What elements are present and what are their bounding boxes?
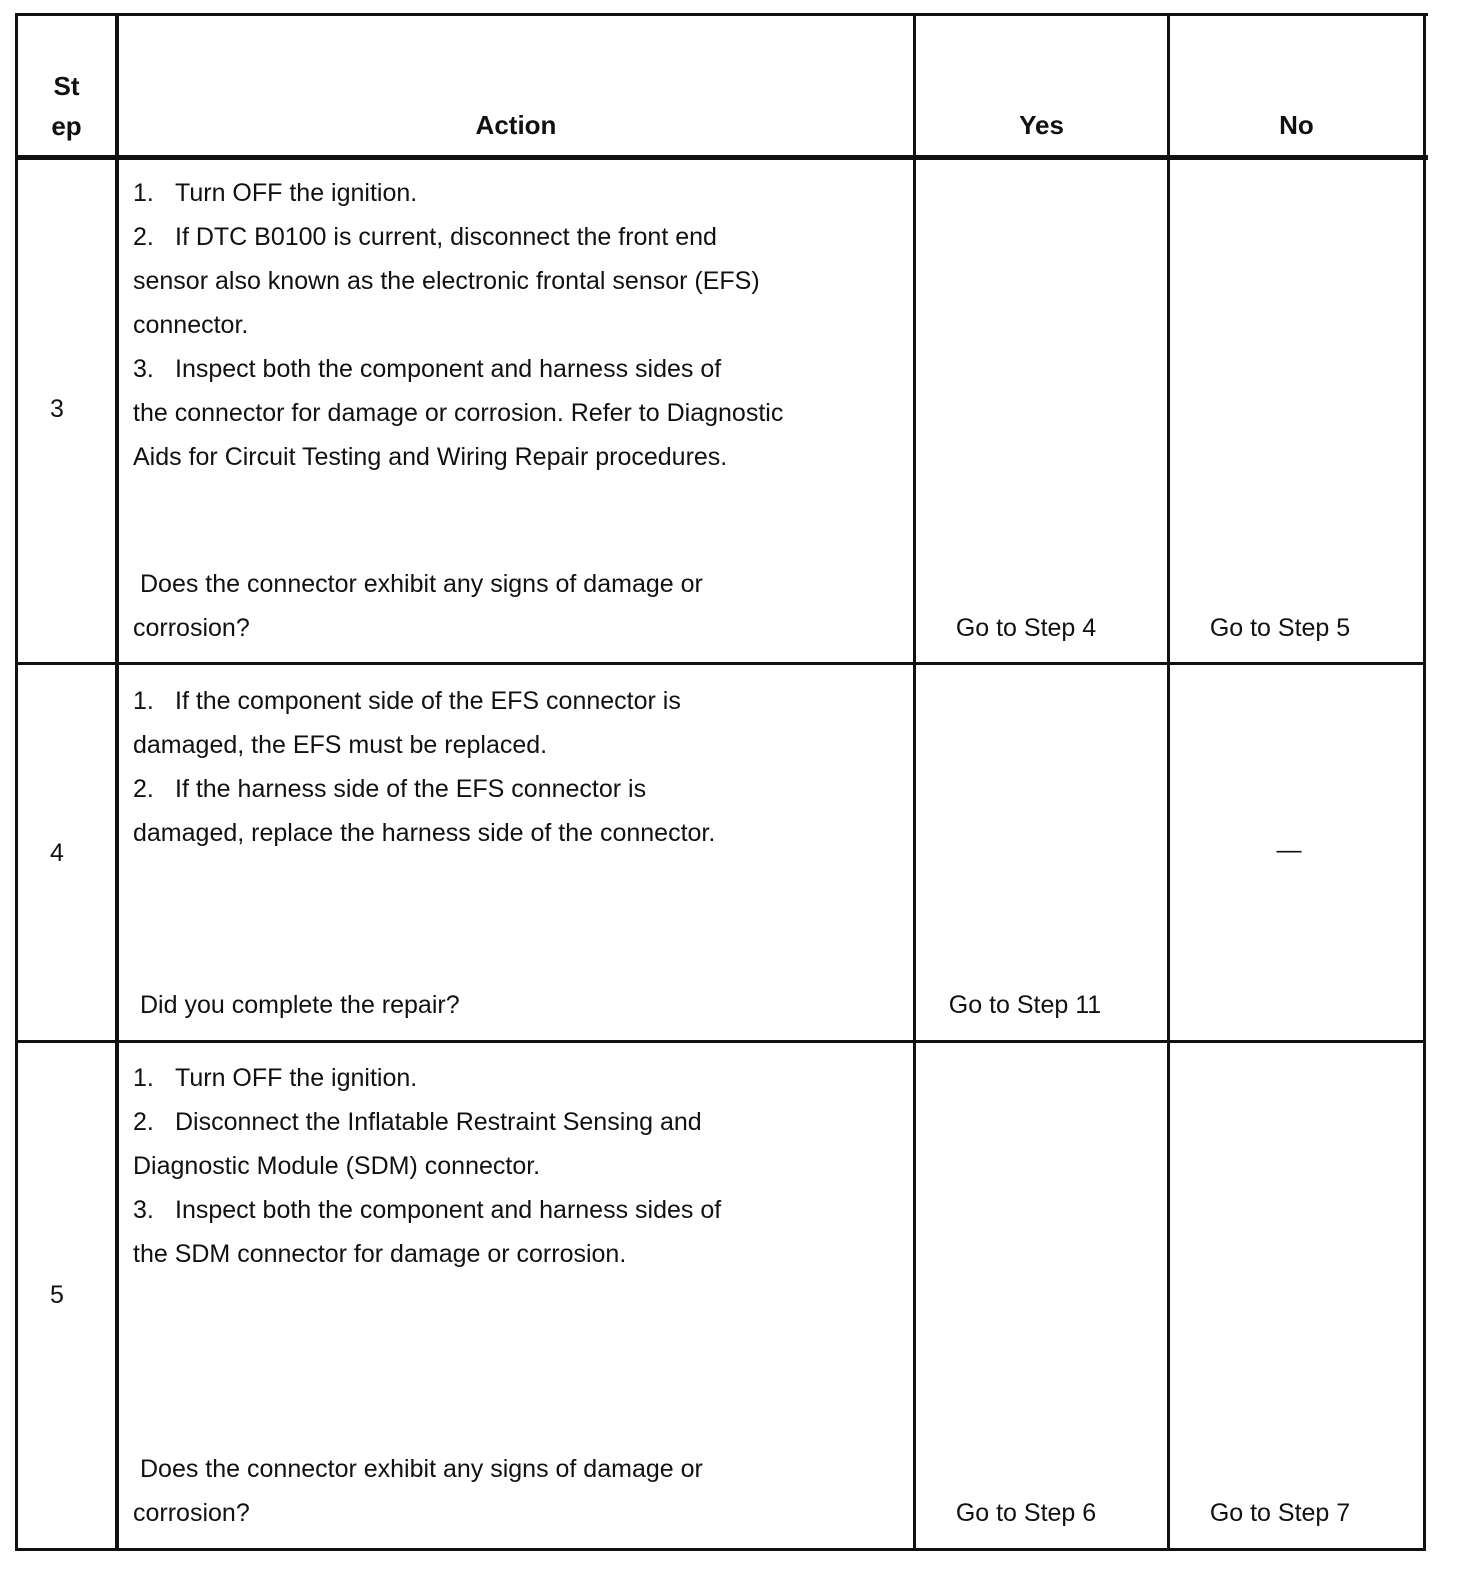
action-line: [133, 1144, 721, 1188]
question-line: Does the connector exhibit any signs of damage or: [140, 1455, 703, 1483]
action-line: [133, 679, 715, 723]
action-line: [133, 1232, 721, 1276]
question-line: corrosion?: [133, 614, 250, 642]
header-divider: [16, 155, 1428, 160]
item-number: 1.: [133, 687, 154, 715]
no-result: Go to Step 5: [1209, 614, 1351, 642]
action-line: [133, 171, 783, 215]
action-line: [133, 391, 783, 435]
item-text: Disconnect the Inflatable Restraint Sensing and: [175, 1108, 702, 1136]
item-text: If the component side of the EFS connector is: [175, 687, 681, 715]
item-text: If the harness side of the EFS connector is: [175, 775, 647, 803]
no-result: Go to Step 7: [1209, 1499, 1351, 1527]
step-number: 4: [50, 839, 64, 867]
action-instructions: [133, 1056, 721, 1276]
item-text: Turn OFF the ignition.: [175, 179, 418, 207]
item-text: damaged, replace the harness side of the connector.: [133, 819, 716, 847]
col-divider-step-action: [115, 13, 119, 1551]
action-line: [133, 347, 783, 391]
table-border-bottom: [16, 1548, 1426, 1551]
question-line: Does the connector exhibit any signs of damage or: [140, 570, 703, 598]
header-no: No: [1279, 110, 1314, 140]
item-number: 3.: [133, 1196, 154, 1224]
item-text: the connector for damage or corrosion. Refer to Diagnostic: [133, 399, 784, 427]
yes-result: Go to Step 6: [955, 1499, 1097, 1527]
col-divider-action-yes: [913, 13, 916, 1551]
item-number: 3.: [133, 355, 154, 383]
action-line: [133, 303, 783, 347]
question-line: Did you complete the repair?: [140, 991, 460, 1019]
item-text: If DTC B0100 is current, disconnect the front end: [175, 223, 717, 251]
no-result: —: [1276, 836, 1302, 864]
item-number: 1.: [133, 1064, 154, 1092]
action-line: [133, 723, 715, 767]
step-number: 5: [50, 1281, 64, 1309]
table-border-left: [15, 13, 18, 1551]
action-line: [133, 767, 715, 811]
action-line: [133, 435, 783, 479]
action-question: [133, 562, 703, 650]
step-number: 3: [50, 395, 64, 423]
item-text: Diagnostic Module (SDM) connector.: [133, 1152, 541, 1180]
item-number: 2.: [133, 775, 154, 803]
action-instructions: [133, 679, 715, 855]
header-step-line2: ep: [51, 111, 82, 141]
row-divider-4-5: [16, 1040, 1426, 1043]
col-divider-yes-no: [1167, 13, 1170, 1551]
yes-result: Go to Step 11: [948, 991, 1102, 1019]
item-text: the SDM connector for damage or corrosion.: [133, 1240, 627, 1268]
item-text: Inspect both the component and harness sides of: [175, 355, 722, 383]
table-border-right: [1423, 13, 1426, 1551]
item-text: sensor also known as the electronic frontal sensor (EFS): [133, 267, 760, 295]
item-text: connector.: [133, 311, 249, 339]
header-yes: Yes: [1019, 110, 1064, 140]
question-line: corrosion?: [133, 1499, 250, 1527]
item-number: 2.: [133, 223, 154, 251]
action-line: [133, 1188, 721, 1232]
action-line: [133, 215, 783, 259]
item-text: Aids for Circuit Testing and Wiring Repair procedures.: [133, 443, 728, 471]
item-text: Turn OFF the ignition.: [175, 1064, 418, 1092]
header-action: Action: [475, 110, 557, 140]
header-step-line1: St: [53, 71, 80, 101]
action-line: [133, 1100, 721, 1144]
action-line: [133, 811, 715, 855]
item-number: 1.: [133, 179, 154, 207]
item-text: damaged, the EFS must be replaced.: [133, 731, 548, 759]
table-border-top: [16, 13, 1428, 16]
row-divider-3-4: [16, 662, 1426, 665]
item-number: 2.: [133, 1108, 154, 1136]
header-step: [18, 66, 115, 146]
action-line: [133, 259, 783, 303]
yes-result: Go to Step 4: [955, 614, 1097, 642]
action-line: [133, 1056, 721, 1100]
action-question: [133, 1447, 703, 1535]
action-question: [140, 983, 460, 1027]
action-instructions: [133, 171, 783, 479]
item-text: Inspect both the component and harness sides of: [175, 1196, 722, 1224]
